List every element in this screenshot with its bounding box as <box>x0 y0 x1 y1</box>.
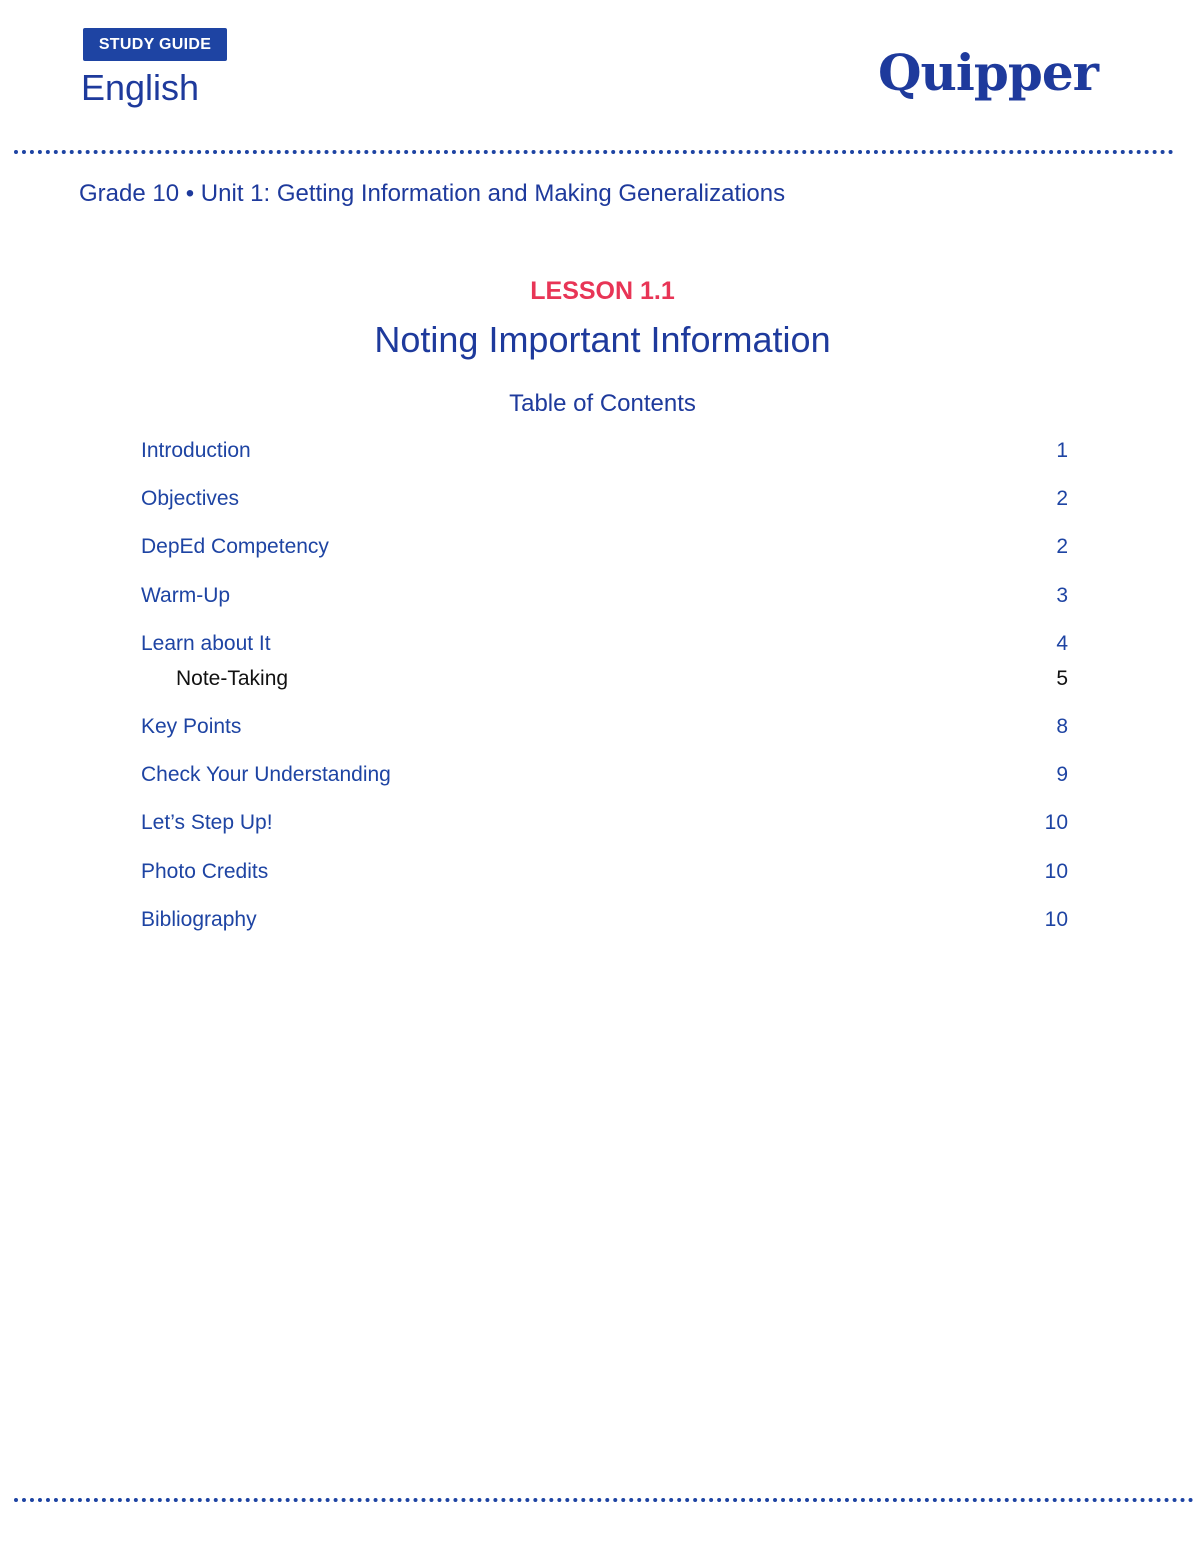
toc-item-deped-competency[interactable] <box>141 532 1068 562</box>
toc-item-learn-about-it[interactable] <box>141 629 1068 659</box>
toc-item-photo-credits[interactable] <box>141 857 1068 887</box>
toc-item-label: Photo Credits <box>141 860 269 883</box>
study-guide-badge: STUDY GUIDE <box>83 28 227 61</box>
toc-subitem-note-taking[interactable] <box>176 664 1068 694</box>
subject-title: English <box>81 67 200 108</box>
lesson-title: Noting Important Information <box>374 319 831 360</box>
toc-item-label: DepEd Competency <box>141 535 329 558</box>
toc-item-page: 10 <box>1044 860 1068 883</box>
toc-item-page: 10 <box>1044 908 1068 931</box>
top-dotted-divider <box>14 150 1174 154</box>
quipper-logo: Quipper <box>878 43 1098 102</box>
toc-item-label: Objectives <box>141 487 240 510</box>
toc-item-label: Let’s Step Up! <box>141 811 273 834</box>
toc-item-label: Bibliography <box>141 908 257 931</box>
toc-title: Table of Contents <box>509 390 696 417</box>
toc-item-warm-up[interactable] <box>141 581 1068 611</box>
toc-item-label: Note-Taking <box>176 667 289 690</box>
lesson-number: LESSON 1.1 <box>530 277 675 305</box>
toc-item-page: 4 <box>1056 632 1068 655</box>
toc-item-label: Introduction <box>141 439 251 462</box>
bottom-dotted-divider <box>14 1498 1194 1502</box>
toc-item-label: Key Points <box>141 715 242 738</box>
toc-item-label: Check Your Understanding <box>141 763 391 786</box>
toc-item-introduction[interactable] <box>141 436 1068 466</box>
toc-item-page: 10 <box>1044 811 1068 834</box>
toc-item-page: 5 <box>1056 667 1068 690</box>
toc-item-page: 9 <box>1056 763 1068 786</box>
toc-item-objectives[interactable] <box>141 484 1068 514</box>
toc-item-check-your-understanding[interactable] <box>141 760 1068 790</box>
toc-item-bibliography[interactable] <box>141 905 1068 935</box>
toc-item-page: 1 <box>1056 439 1068 462</box>
toc-item-page: 3 <box>1056 584 1068 607</box>
unit-heading: Grade 10 • Unit 1: Getting Information and Making Generalizations <box>79 180 786 207</box>
toc-item-key-points[interactable] <box>141 712 1068 742</box>
toc-item-page: 8 <box>1056 715 1068 738</box>
toc-item-lets-step-up[interactable] <box>141 808 1068 838</box>
toc-item-page: 2 <box>1056 535 1068 558</box>
toc-item-page: 2 <box>1056 487 1068 510</box>
toc-item-label: Warm-Up <box>141 584 231 607</box>
toc-item-label: Learn about It <box>141 632 271 655</box>
